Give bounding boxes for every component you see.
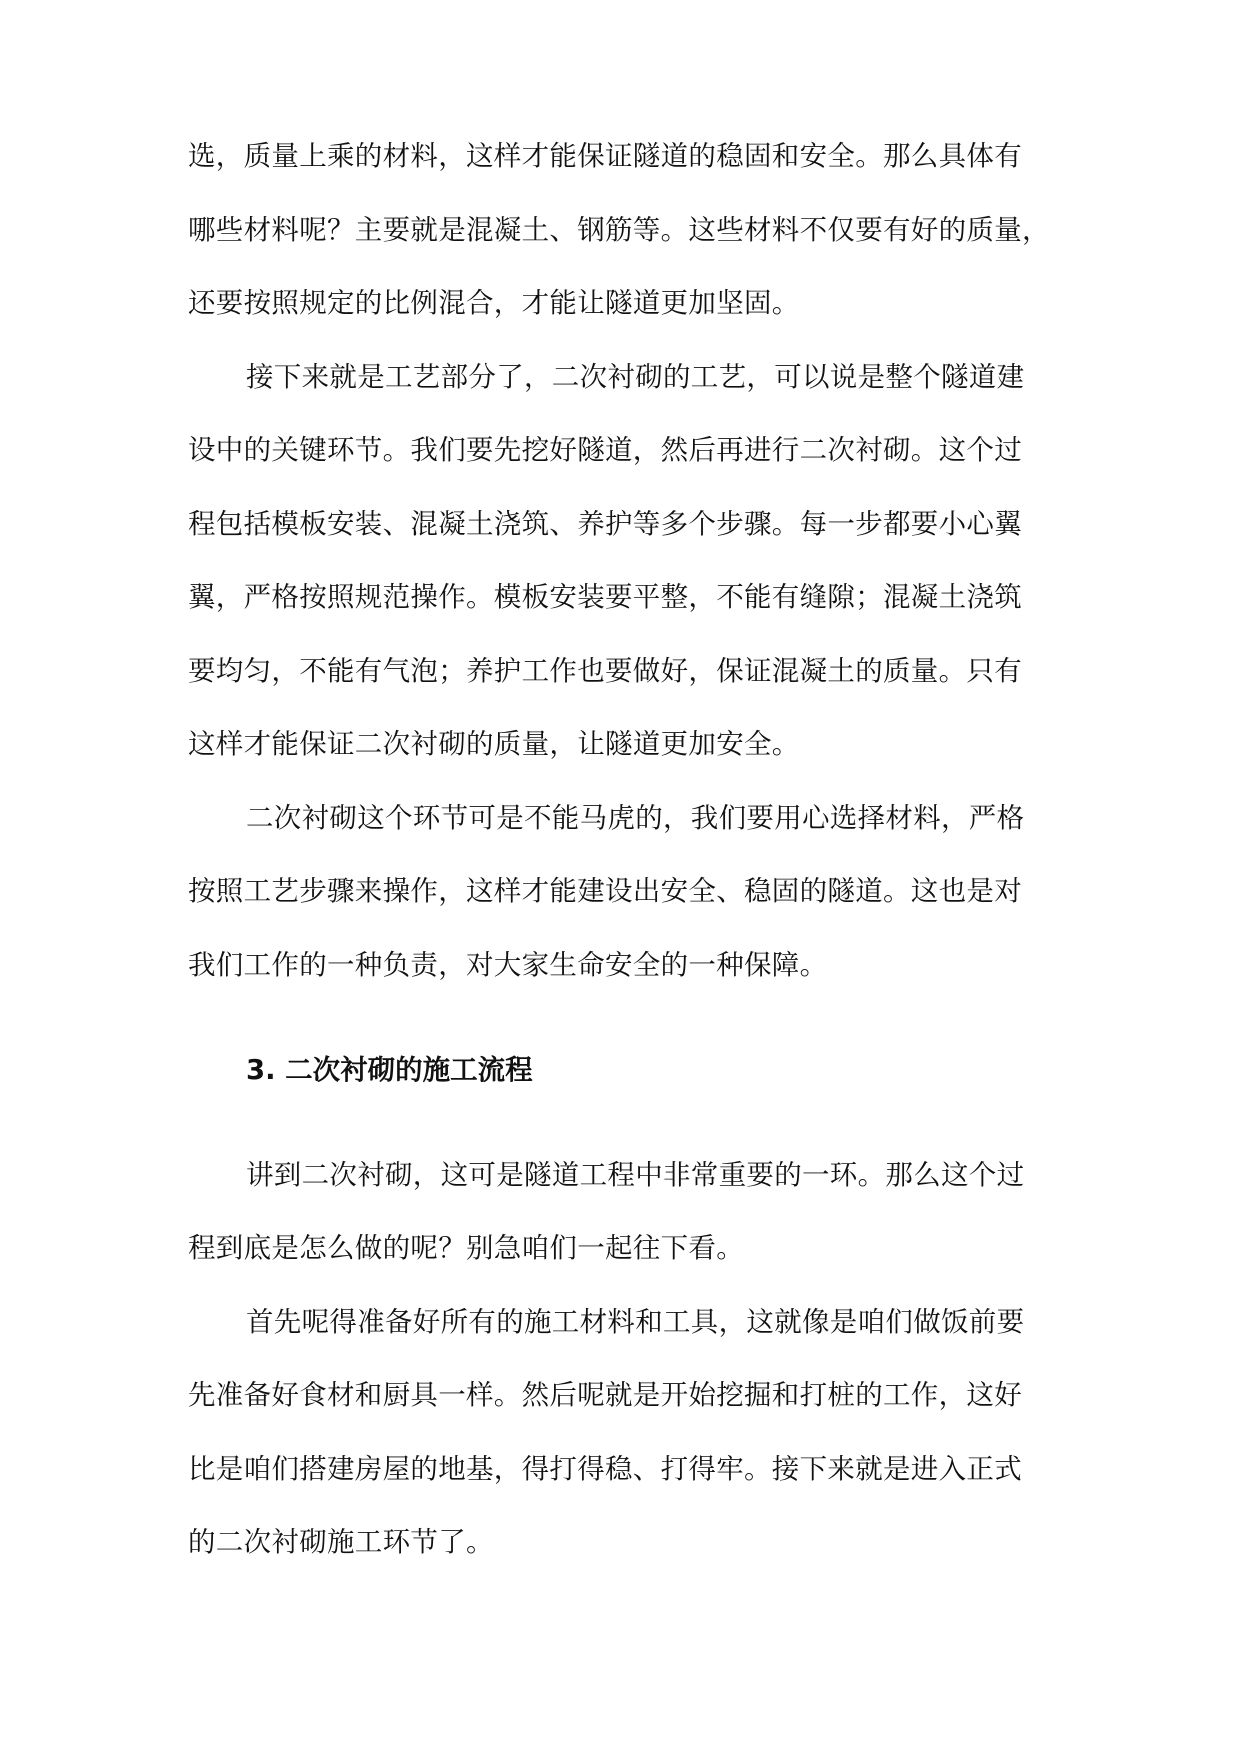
paragraph-2-line-2: 设中的关键环节。我们要先挖好隧道，然后再进行二次衬砌。这个过: [188, 434, 1022, 466]
paragraph-2-line-3: 程包括模板安装、混凝土浇筑、养护等多个步骤。每一步都要小心翼: [188, 508, 1022, 540]
paragraph-2-line-6: 这样才能保证二次衬砌的质量，让隧道更加安全。: [188, 728, 800, 760]
paragraph-2-line-1: 接下来就是工艺部分了，二次衬砌的工艺，可以说是整个隧道建: [246, 361, 1025, 393]
paragraph-1-line-3: 还要按照规定的比例混合，才能让隧道更加坚固。: [188, 287, 800, 319]
paragraph-5-line-1: 首先呢得准备好所有的施工材料和工具，这就像是咱们做饭前要: [246, 1306, 1025, 1338]
paragraph-3-line-3: 我们工作的一种负责，对大家生命安全的一种保障。: [188, 949, 828, 981]
paragraph-2-line-4: 翼，严格按照规范操作。模板安装要平整，不能有缝隙；混凝土浇筑: [188, 581, 1022, 613]
paragraph-2-line-5: 要均匀，不能有气泡；养护工作也要做好，保证混凝土的质量。只有: [188, 655, 1022, 687]
paragraph-1-line-2: 哪些材料呢？主要就是混凝土、钢筋等。这些材料不仅要有好的质量，: [188, 214, 1050, 246]
paragraph-1-line-1: 选，质量上乘的材料，这样才能保证隧道的稳固和安全。那么具体有: [188, 140, 1022, 172]
paragraph-5-line-2: 先准备好食材和厨具一样。然后呢就是开始挖掘和打桩的工作，这好: [188, 1379, 1022, 1411]
paragraph-5-line-3: 比是咱们搭建房屋的地基，得打得稳、打得牢。接下来就是进入正式: [188, 1453, 1022, 1485]
section-heading: 3. 二次衬砌的施工流程: [246, 1054, 533, 1086]
paragraph-3-line-1: 二次衬砌这个环节可是不能马虎的，我们要用心选择材料，严格: [246, 802, 1025, 834]
paragraph-5-line-4: 的二次衬砌施工环节了。: [188, 1526, 494, 1558]
paragraph-4-line-2: 程到底是怎么做的呢？别急咱们一起往下看。: [188, 1232, 744, 1264]
paragraph-4-line-1: 讲到二次衬砌，这可是隧道工程中非常重要的一环。那么这个过: [246, 1159, 1025, 1191]
paragraph-3-line-2: 按照工艺步骤来操作，这样才能建设出安全、稳固的隧道。这也是对: [188, 875, 1022, 907]
